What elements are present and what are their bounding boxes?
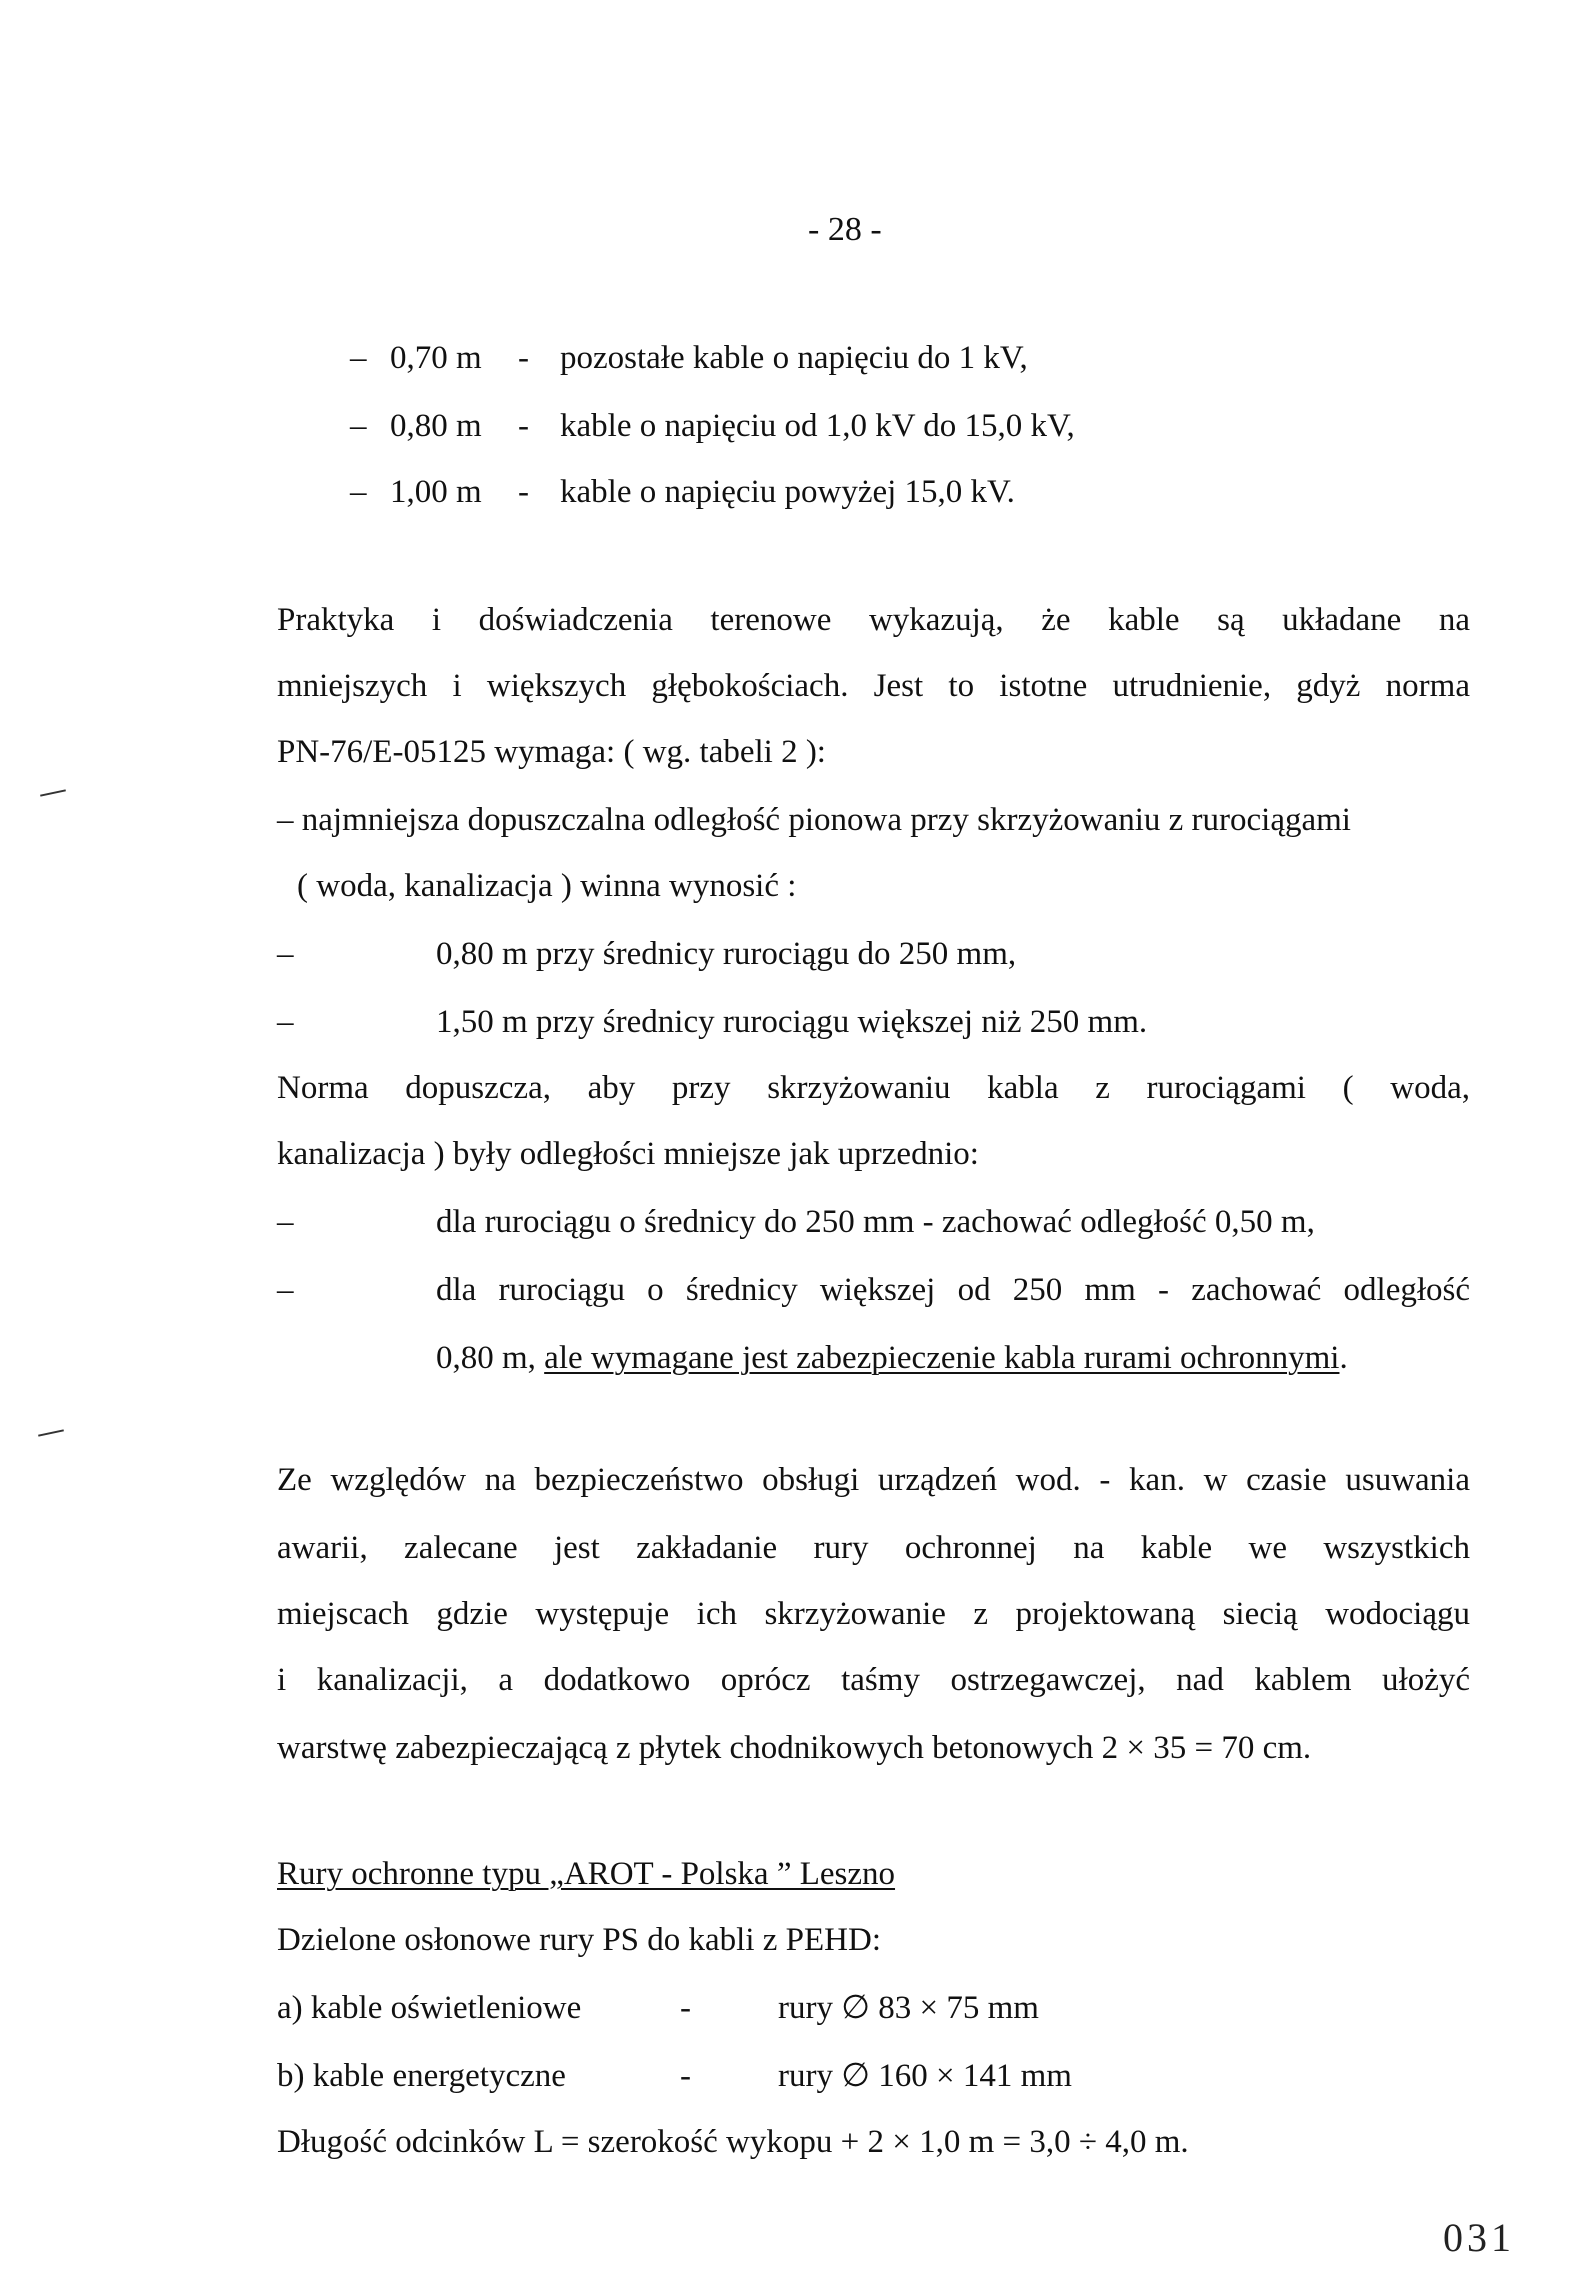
list-description: kable o napięciu od 1,0 kV do 15,0 kV, [560,408,1075,444]
norm-item-text: 0,80 m, [436,1340,545,1376]
requirement-line: – najmniejsza dopuszczalna odległość pionowa przy skrzyżowaniu z rurociągami [277,802,1351,838]
paragraph-line: awarii, zalecane jest zakładanie rury ochronnej na kable we wszystkich [277,1530,1470,1566]
item-dash: – [277,1272,294,1308]
margin-mark [38,1429,64,1436]
norm-item: dla rurociągu o średnicy większej od 250 mm - zachować odległość [436,1272,1470,1308]
pipe-row-value: rury ∅ 160 × 141 mm [778,2058,1072,2094]
paragraph-line: i kanalizacji, a dodatkowo oprócz taśmy ostrzegawczej, nad kablem ułożyć [277,1662,1470,1698]
pipe-row-label: a) kable oświetleniowe [277,1990,582,2026]
requirement-item: 0,80 m przy średnicy rurociągu do 250 mm, [436,936,1017,972]
pipe-row-label: b) kable energetyczne [277,2058,566,2094]
item-dash: – [277,1204,294,1240]
list-separator: - [518,340,529,376]
requirement-item: 1,50 m przy średnicy rurociągu większej niż 250 mm. [436,1004,1148,1040]
list-value: 0,70 m [390,340,482,376]
pipe-row-separator: - [680,2058,691,2094]
requirement-line: ( woda, kanalizacja ) winna wynosić : [297,868,797,904]
paragraph-line: miejscach gdzie występuje ich skrzyżowanie z projektowaną siecią wodociągu [277,1596,1470,1632]
paragraph-line: Praktyka i doświadczenia terenowe wykazują, że kable są układane na [277,602,1470,638]
list-dash: – [350,474,367,510]
pipe-length: Długość odcinków L = szerokość wykopu + 2 × 1,0 m = 3,0 ÷ 4,0 m. [277,2124,1189,2160]
pipe-row-value: rury ∅ 83 × 75 mm [778,1990,1039,2026]
paragraph-line: mniejszych i większych głębokościach. Jest to istotne utrudnienie, gdyż norma [277,668,1470,704]
page-number: - 28 - [808,211,882,248]
paragraph-line: Ze względów na bezpieczeństwo obsługi urządzeń wod. - kan. w czasie usuwania [277,1462,1470,1498]
paragraph-line: PN-76/E-05125 wymaga: ( wg. tabeli 2 ): [277,734,826,770]
list-value: 0,80 m [390,408,482,444]
paragraph-line: warstwę zabezpieczającą z płytek chodnikowych betonowych 2 × 35 = 70 cm. [277,1730,1312,1766]
list-separator: - [518,408,529,444]
list-dash: – [350,340,367,376]
list-dash: – [350,408,367,444]
item-dash: – [277,936,294,972]
paragraph-line: Norma dopuszcza, aby przy skrzyżowaniu kabla z rurociągami ( woda, [277,1070,1470,1106]
list-description: pozostałe kable o napięciu do 1 kV, [560,340,1028,376]
pipes-heading: Rury ochronne typu „AROT - Polska ” Leszno [277,1856,896,1892]
pipes-subheading: Dzielone osłonowe rury PS do kabli z PEHD: [277,1922,882,1958]
paragraph-line: kanalizacja ) były odległości mniejsze jak uprzednio: [277,1136,979,1172]
item-dash: – [277,1004,294,1040]
list-description: kable o napięciu powyżej 15,0 kV. [560,474,1015,510]
pipe-row-separator: - [680,1990,691,2026]
stamp-number: 031 [1443,2215,1515,2260]
norm-item: dla rurociągu o średnicy do 250 mm - zachować odległość 0,50 m, [436,1204,1315,1240]
list-value: 1,00 m [390,474,482,510]
norm-item-period: . [1339,1340,1348,1376]
norm-item-continued [436,1338,1348,1378]
list-separator: - [518,474,529,510]
underlined-requirement: ale wymagane jest zabezpieczenie kabla rurami ochronnymi [544,1340,1340,1376]
margin-mark [40,789,66,796]
